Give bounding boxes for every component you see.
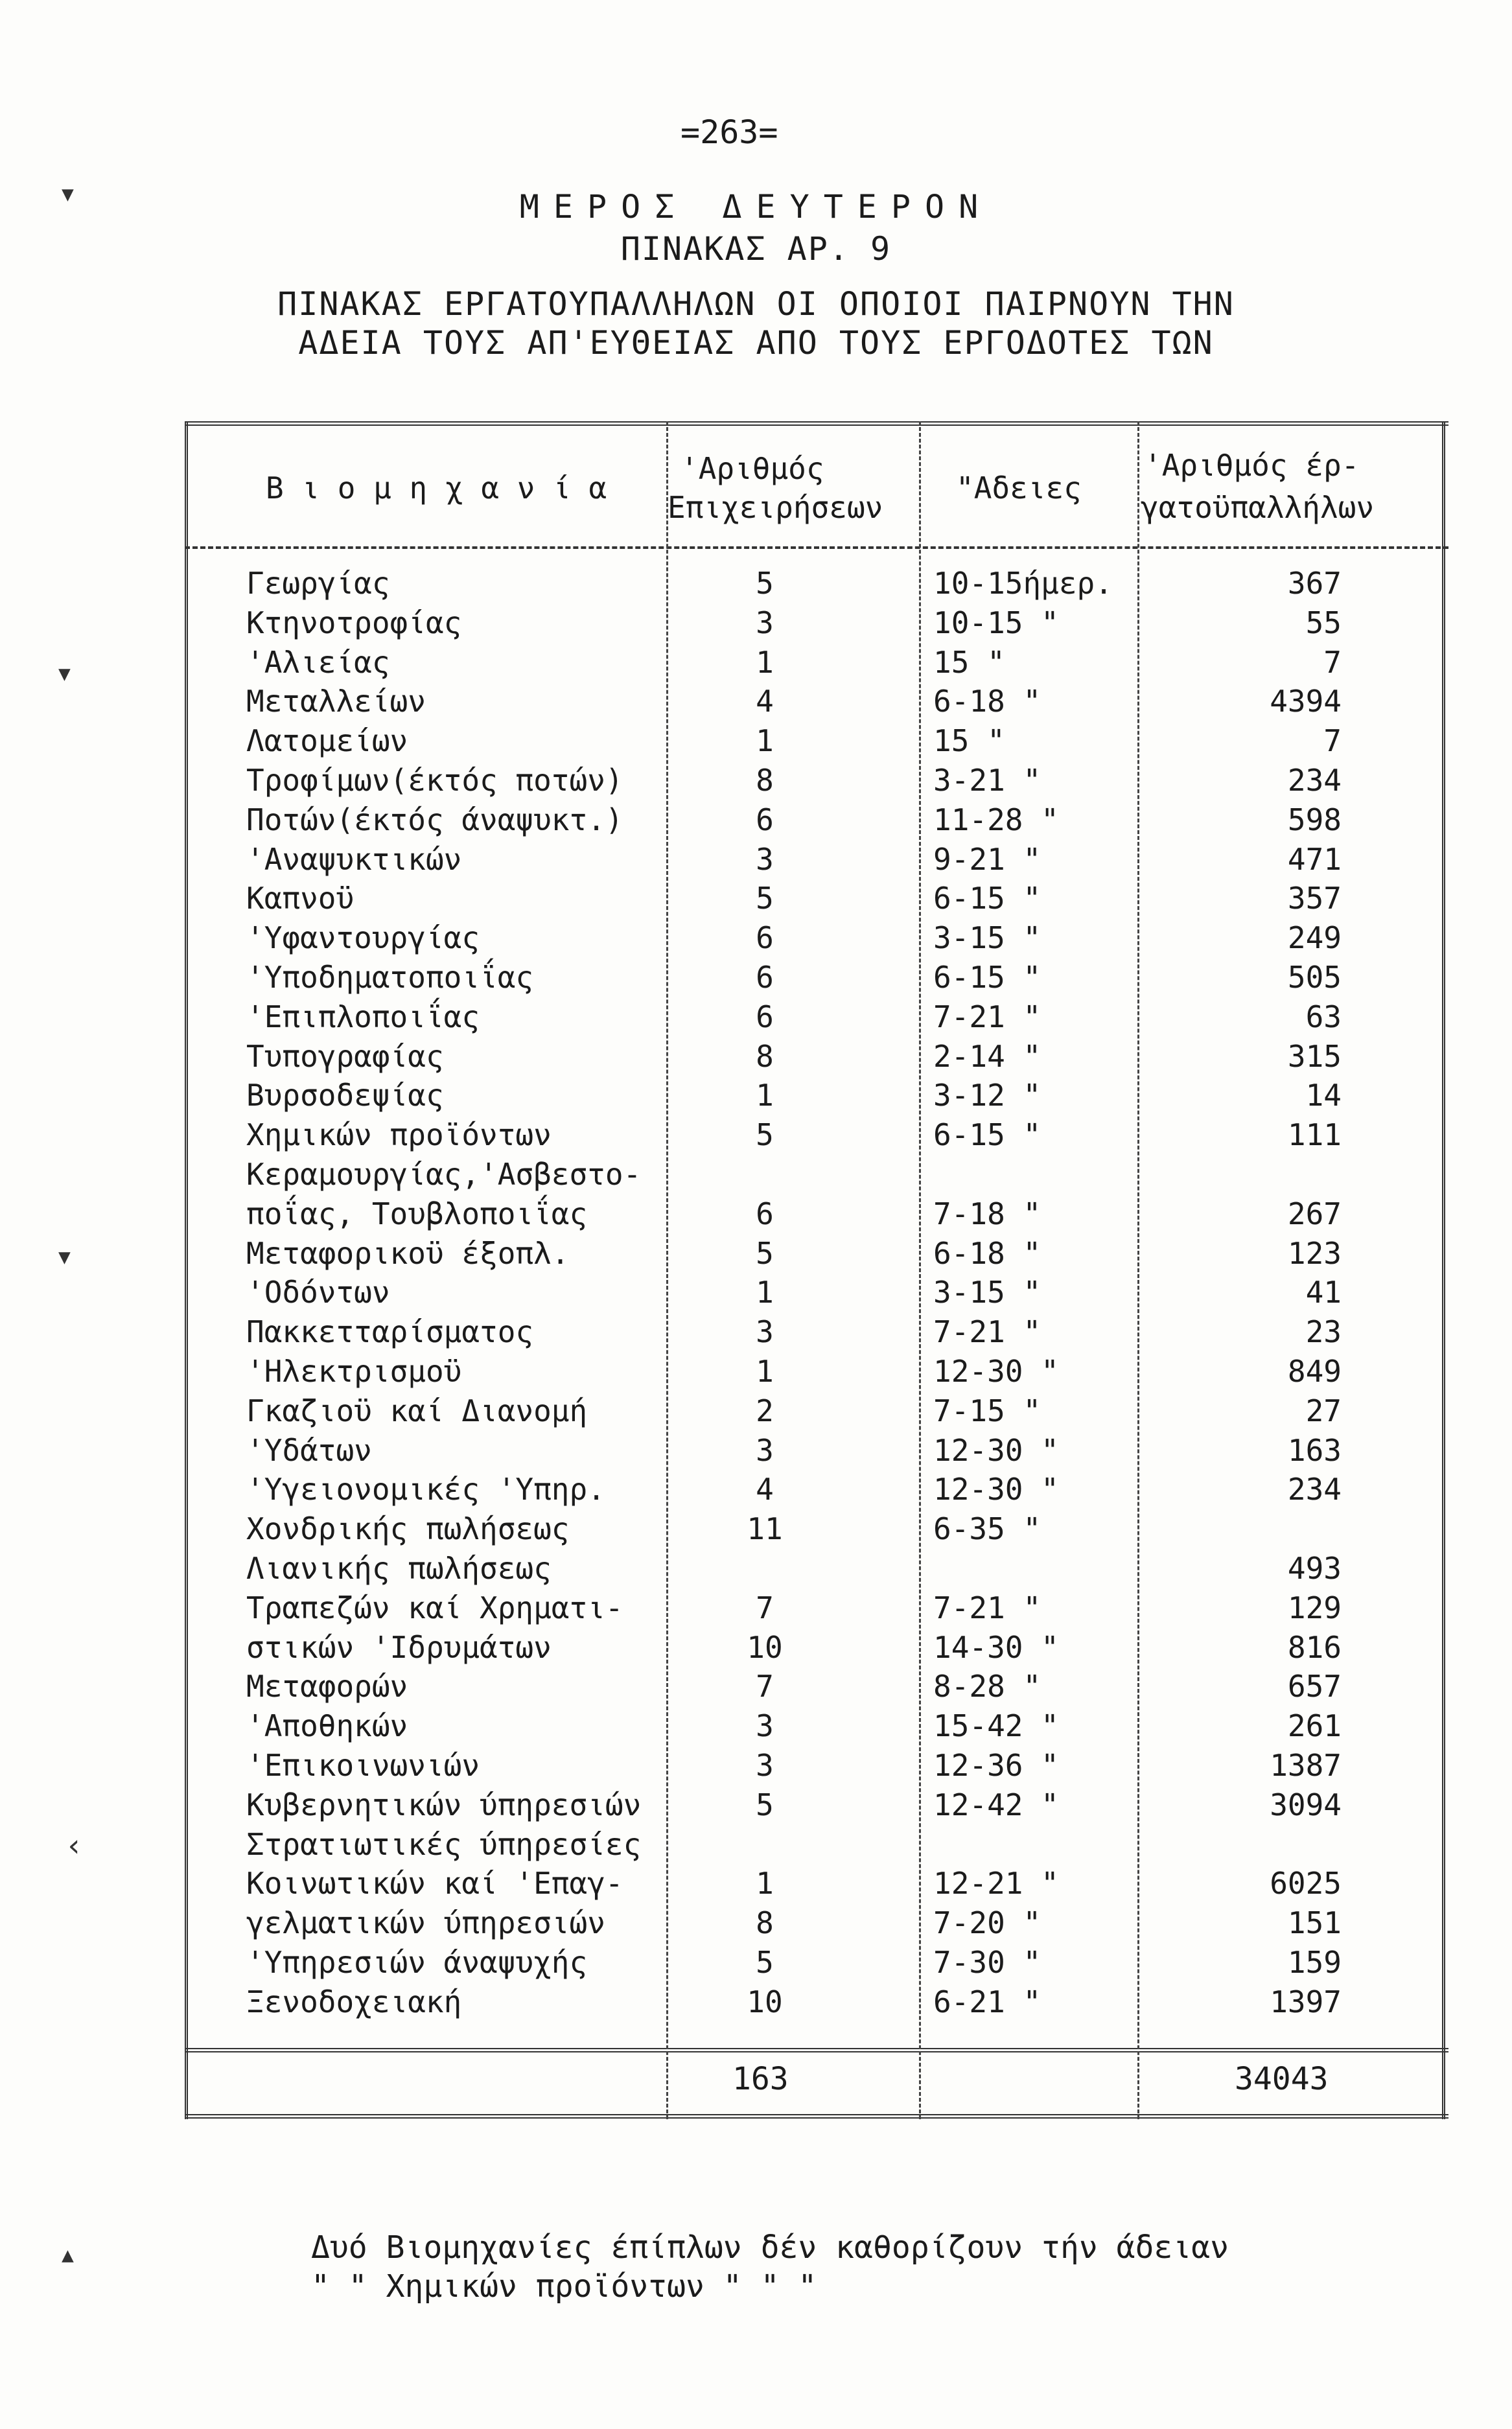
cell-industry: 'Υποδηματοποιΐας xyxy=(246,960,534,995)
cell-firms: 3 xyxy=(756,1314,774,1349)
cell-firms: 4 xyxy=(756,1472,774,1507)
cell-firms: 3 xyxy=(756,1748,774,1783)
cell-employees: 163 xyxy=(1287,1433,1342,1468)
cell-industry: 'Επιπλοποιΐας xyxy=(246,999,480,1034)
cell-industry: Μεταφορικοϋ έξοπλ. xyxy=(246,1236,570,1271)
cell-industry: Λατομείων xyxy=(246,723,408,758)
table-row xyxy=(0,1312,1512,1351)
table-row xyxy=(0,761,1512,800)
table-row xyxy=(0,1076,1512,1115)
total-rule xyxy=(185,2048,1448,2052)
cell-firms: 3 xyxy=(756,842,774,877)
scan-mark: ▾ xyxy=(58,175,77,211)
table-row xyxy=(0,879,1512,918)
cell-leave: 6-18 " xyxy=(933,684,1041,719)
cell-firms: 6 xyxy=(756,960,774,995)
cell-leave: 7-21 " xyxy=(933,1590,1041,1625)
cell-employees: 261 xyxy=(1287,1708,1342,1743)
cell-firms: 1 xyxy=(756,1354,774,1389)
cell-firms: 1 xyxy=(756,1078,774,1113)
cell-leave: 6-21 " xyxy=(933,1984,1041,2019)
cell-employees: 123 xyxy=(1287,1236,1342,1271)
table-row xyxy=(0,1194,1512,1233)
cell-industry: Πακκετταρίσματος xyxy=(246,1314,534,1349)
cell-leave: 12-30 " xyxy=(933,1354,1059,1389)
table-row xyxy=(0,918,1512,957)
cell-firms: 6 xyxy=(756,999,774,1034)
table-row xyxy=(0,1903,1512,1942)
cell-firms: 3 xyxy=(756,1433,774,1468)
cell-leave: 6-15 " xyxy=(933,881,1041,916)
cell-firms: 11 xyxy=(747,1511,783,1546)
cell-firms: 6 xyxy=(756,920,774,955)
cell-industry: Κεραμουργίας,'Ασβεστο- xyxy=(246,1157,642,1192)
cell-employees: 27 xyxy=(1305,1393,1342,1428)
table-row xyxy=(0,1273,1512,1312)
cell-employees: 151 xyxy=(1287,1905,1342,1940)
cell-leave: 6-15 " xyxy=(933,1117,1041,1152)
scan-mark: ‹ xyxy=(65,1828,84,1864)
table-row xyxy=(0,721,1512,760)
cell-leave: 11-28 " xyxy=(933,802,1059,837)
cell-industry: Κοινωτικών καί 'Επαγ- xyxy=(246,1866,623,1901)
cell-firms: 3 xyxy=(756,1708,774,1743)
cell-firms: 4 xyxy=(756,684,774,719)
cell-leave: 7-15 " xyxy=(933,1393,1041,1428)
scan-mark: ▾ xyxy=(55,655,74,691)
table-row xyxy=(0,1431,1512,1470)
cell-industry: Καπνοϋ xyxy=(246,881,355,916)
table-row xyxy=(0,1391,1512,1430)
table-row xyxy=(0,1667,1512,1706)
cell-firms: 7 xyxy=(756,1669,774,1704)
cell-employees: 1397 xyxy=(1270,1984,1342,2019)
cell-industry: 'Υφαντουργίας xyxy=(246,920,480,955)
cell-industry: στικών 'Ιδρυμάτων xyxy=(246,1630,552,1665)
cell-industry: Τραπεζών καί Χρηματι- xyxy=(246,1590,623,1625)
cell-employees: 7 xyxy=(1323,645,1342,680)
cell-industry: Μεταφορών xyxy=(246,1669,408,1704)
cell-employees: 63 xyxy=(1305,999,1342,1034)
cell-firms: 5 xyxy=(756,881,774,916)
cell-employees: 598 xyxy=(1287,802,1342,837)
table-bottom-rule xyxy=(185,2114,1448,2119)
cell-employees: 234 xyxy=(1287,1472,1342,1507)
table-row xyxy=(0,1628,1512,1667)
cell-industry: 'Υδάτων xyxy=(246,1433,372,1468)
cell-industry: Τυπογραφίας xyxy=(246,1039,444,1074)
cell-industry: Βυρσοδεψίας xyxy=(246,1078,444,1113)
cell-firms: 6 xyxy=(756,802,774,837)
cell-employees: 3094 xyxy=(1270,1787,1342,1822)
cell-leave: 3-15 " xyxy=(933,1275,1041,1310)
table-row xyxy=(0,1352,1512,1391)
cell-employees: 7 xyxy=(1323,723,1342,758)
cell-leave: 6-18 " xyxy=(933,1236,1041,1271)
table-row xyxy=(0,1746,1512,1785)
table-row xyxy=(0,1509,1512,1548)
cell-employees: 505 xyxy=(1287,960,1342,995)
table-row xyxy=(0,1864,1512,1903)
cell-leave: 7-21 " xyxy=(933,999,1041,1034)
cell-industry: Μεταλλείων xyxy=(246,684,426,719)
cell-leave: 15 " xyxy=(933,645,1005,680)
cell-employees: 471 xyxy=(1287,842,1342,877)
cell-employees: 14 xyxy=(1305,1078,1342,1113)
cell-industry: Ποτών(έκτός άναψυκτ.) xyxy=(246,802,623,837)
cell-industry: Στρατιωτικές ύπηρεσίες xyxy=(246,1827,642,1862)
cell-firms: 5 xyxy=(756,1787,774,1822)
cell-firms: 1 xyxy=(756,723,774,758)
table-row xyxy=(0,1155,1512,1194)
cell-leave: 12-30 " xyxy=(933,1433,1059,1468)
header-firms-line2: Επιχειρήσεων xyxy=(668,490,883,525)
cell-industry: 'Υπηρεσιών άναψυχής xyxy=(246,1945,588,1980)
cell-leave: 7-20 " xyxy=(933,1905,1041,1940)
cell-employees: 111 xyxy=(1287,1117,1342,1152)
cell-firms: 2 xyxy=(756,1393,774,1428)
cell-leave: 2-14 " xyxy=(933,1039,1041,1074)
cell-leave: 14-30 " xyxy=(933,1630,1059,1665)
table-row xyxy=(0,1037,1512,1076)
cell-employees: 6025 xyxy=(1270,1866,1342,1901)
cell-industry: 'Ηλεκτρισμοϋ xyxy=(246,1354,462,1389)
cell-leave: 15 " xyxy=(933,723,1005,758)
cell-employees: 234 xyxy=(1287,763,1342,798)
cell-employees: 55 xyxy=(1305,605,1342,640)
table-title-line2: ΑΔΕΙΑ ΤΟΥΣ ΑΠ'ΕΥΘΕΙΑΣ ΑΠΟ ΤΟΥΣ ΕΡΓΟΔΟΤΕΣ ΤΩΝ xyxy=(298,324,1214,362)
table-row xyxy=(0,840,1512,879)
table-row xyxy=(0,800,1512,839)
table-row xyxy=(0,564,1512,603)
cell-employees: 267 xyxy=(1287,1196,1342,1231)
table-row xyxy=(0,1234,1512,1273)
cell-leave: 10-15 " xyxy=(933,605,1059,640)
cell-employees: 1387 xyxy=(1270,1748,1342,1783)
table-row xyxy=(0,1588,1512,1627)
table-top-rule xyxy=(185,421,1448,426)
cell-employees: 41 xyxy=(1305,1275,1342,1310)
cell-industry: ποΐας, Τουβλοποιΐας xyxy=(246,1196,588,1231)
cell-firms: 8 xyxy=(756,1039,774,1074)
table-row xyxy=(0,682,1512,721)
cell-firms: 1 xyxy=(756,1275,774,1310)
cell-industry: Τροφίμων(έκτός ποτών) xyxy=(246,763,623,798)
cell-employees: 849 xyxy=(1287,1354,1342,1389)
cell-firms: 5 xyxy=(756,566,774,601)
cell-industry: 'Οδόντων xyxy=(246,1275,390,1310)
header-employees-line1: 'Αριθμός έρ- xyxy=(1144,448,1360,483)
cell-firms: 8 xyxy=(756,1905,774,1940)
table-row xyxy=(0,958,1512,997)
cell-firms: 8 xyxy=(756,763,774,798)
cell-firms: 6 xyxy=(756,1196,774,1231)
table-row xyxy=(0,1982,1512,2021)
cell-leave: 12-36 " xyxy=(933,1748,1059,1783)
header-industry: Β ι ο μ η χ α ν ί α xyxy=(266,471,607,506)
cell-leave: 7-30 " xyxy=(933,1945,1041,1980)
table-row xyxy=(0,1706,1512,1745)
total-employees: 34043 xyxy=(1235,2061,1329,2097)
cell-leave: 12-42 " xyxy=(933,1787,1059,1822)
cell-leave: 9-21 " xyxy=(933,842,1041,877)
cell-leave: 3-21 " xyxy=(933,763,1041,798)
cell-leave: 6-35 " xyxy=(933,1511,1041,1546)
cell-employees: 4394 xyxy=(1270,684,1342,719)
cell-employees: 493 xyxy=(1287,1551,1342,1586)
table-row xyxy=(0,1825,1512,1864)
cell-firms: 10 xyxy=(747,1984,783,2019)
cell-firms: 3 xyxy=(756,605,774,640)
scan-mark: ▴ xyxy=(58,2236,77,2272)
cell-employees: 23 xyxy=(1305,1314,1342,1349)
cell-industry: Γεωργίας xyxy=(246,566,390,601)
cell-employees: 657 xyxy=(1287,1669,1342,1704)
cell-firms: 7 xyxy=(756,1590,774,1625)
table-row xyxy=(0,997,1512,1036)
cell-employees: 315 xyxy=(1287,1039,1342,1074)
cell-leave: 12-30 " xyxy=(933,1472,1059,1507)
cell-industry: Κυβερνητικών ύπηρεσιών xyxy=(246,1787,642,1822)
scan-mark: ▾ xyxy=(55,1238,74,1274)
cell-employees: 367 xyxy=(1287,566,1342,601)
cell-industry: 'Υγειονομικές 'Υπηρ. xyxy=(246,1472,605,1507)
cell-industry: Κτηνοτροφίας xyxy=(246,605,462,640)
table-row xyxy=(0,1115,1512,1154)
cell-leave: 3-12 " xyxy=(933,1078,1041,1113)
cell-industry: 'Επικοινωνιών xyxy=(246,1748,480,1783)
table-row xyxy=(0,603,1512,642)
header-employees-line2: γατοϋπαλλήλων xyxy=(1141,490,1375,525)
cell-firms: 5 xyxy=(756,1236,774,1271)
cell-employees: 249 xyxy=(1287,920,1342,955)
cell-employees: 129 xyxy=(1287,1590,1342,1625)
cell-leave: 15-42 " xyxy=(933,1708,1059,1743)
cell-employees: 816 xyxy=(1287,1630,1342,1665)
cell-industry: Γκαζιοϋ καί Διανομή xyxy=(246,1393,588,1428)
header-firms-line1: 'Αριθμός xyxy=(680,451,824,486)
table-row xyxy=(0,1470,1512,1509)
header-rule xyxy=(185,546,1448,549)
cell-leave: 8-28 " xyxy=(933,1669,1041,1704)
cell-industry: 'Αποθηκών xyxy=(246,1708,408,1743)
header-leave: "Αδειες xyxy=(956,471,1082,506)
cell-leave: 12-21 " xyxy=(933,1866,1059,1901)
cell-industry: Χονδρικής πωλήσεως xyxy=(246,1511,570,1546)
table-row xyxy=(0,1549,1512,1588)
cell-firms: 1 xyxy=(756,1866,774,1901)
total-firms: 163 xyxy=(732,2061,789,2097)
cell-industry: 'Αλιείας xyxy=(246,645,390,680)
table-title-line1: ΠΙΝΑΚΑΣ ΕΡΓΑΤΟΥΠΑΛΛΗΛΩΝ ΟΙ ΟΠΟΙΟΙ ΠΑΙΡΝΟΥΝ ΤΗΝ xyxy=(277,285,1235,323)
section-heading: ΜΕΡΟΣ ΔΕΥΤΕΡΟΝ xyxy=(519,188,993,226)
cell-employees: 357 xyxy=(1287,881,1342,916)
cell-industry: γελματικών ύπηρεσιών xyxy=(246,1905,605,1940)
cell-employees: 159 xyxy=(1287,1945,1342,1980)
cell-firms: 5 xyxy=(756,1117,774,1152)
cell-industry: 'Αναψυκτικών xyxy=(246,842,462,877)
footnote-line2: " " Χημικών προϊόντων " " " xyxy=(311,2268,817,2305)
cell-leave: 7-21 " xyxy=(933,1314,1041,1349)
table-number: ΠΙΝΑΚΑΣ ΑΡ. 9 xyxy=(620,230,892,268)
cell-leave: 6-15 " xyxy=(933,960,1041,995)
table-row xyxy=(0,1785,1512,1824)
table-row xyxy=(0,1943,1512,1982)
cell-firms: 10 xyxy=(747,1630,783,1665)
cell-leave: 7-18 " xyxy=(933,1196,1041,1231)
table-row xyxy=(0,643,1512,682)
cell-industry: Ξενοδοχειακή xyxy=(246,1984,462,2019)
page-number: =263= xyxy=(680,113,778,151)
cell-firms: 1 xyxy=(756,645,774,680)
cell-firms: 5 xyxy=(756,1945,774,1980)
cell-industry: Χημικών προϊόντων xyxy=(246,1117,552,1152)
cell-leave: 3-15 " xyxy=(933,920,1041,955)
footnote-line1: Δυό Βιομηχανίες έπίπλων δέν καθορίζουν τήν άδειαν xyxy=(311,2229,1229,2266)
cell-leave: 10-15ήμερ. xyxy=(933,566,1113,601)
cell-industry: Λιανικής πωλήσεως xyxy=(246,1551,552,1586)
